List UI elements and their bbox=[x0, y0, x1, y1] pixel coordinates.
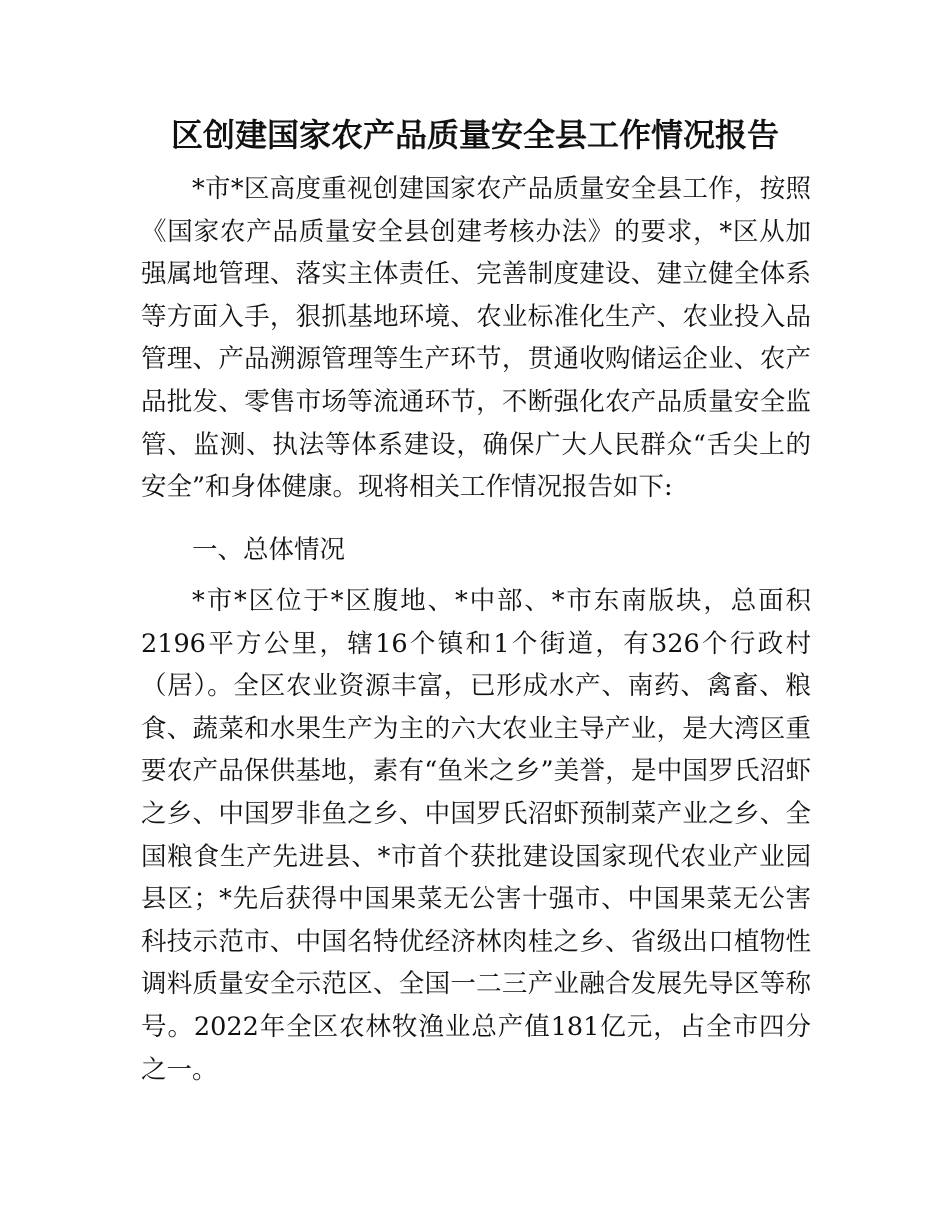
intro-section bbox=[141, 168, 811, 509]
document-title: 区创建国家农产品质量安全县工作情况报告 bbox=[170, 116, 779, 154]
intro-paragraph: *市*区高度重视创建国家农产品质量安全县工作，按照《国家农产品质量安全县创建考核办法》的要求，*区从加强属地管理、落实主体责任、完善制度建设、建立健全体系等方面入手，狠抓基地环境、农业标准化生产、农业投入品管理、产品溯源管理等生产环节，贯通收购储运企业、农产品批发、零售市场等流通环节，不断强化农产品质量安全监管、监测、执法等体系建设，确保广大人民群众“舌尖上的安全”和身体健康。现将相关工作情况报告如下: bbox=[141, 174, 811, 503]
section-paragraph: *市*区位于*区腹地、*中部、*市东南版块，总面积2196平方公里，辖16个镇和1个街道，有326个行政村（居）。全区农业资源丰富，已形成水产、南药、禽畜、粮食、蔬菜和水果生产为主的六大农业主导产业，是大湾区重要农产品保供基地，素有“鱼米之乡”美誉，是中国罗氏沼虾之乡、中国罗非鱼之乡、中国罗氏沼虾预制菜产业之乡、全国粮食生产先进县、*市首个获批建设国家现代农业产业园县区；*先后获得中国果菜无公害十强市、中国果菜无公害科技示范市、中国名特优经济林肉桂之乡、省级出口植物性调料质量安全示范区、全国一二三产业融合发展先导区等称号。2022年全区农林牧渔业总产值181亿元，占全市四分之一。 bbox=[141, 586, 811, 1085]
section-1-heading-block bbox=[141, 529, 811, 572]
section-1-body bbox=[141, 580, 811, 1091]
section-heading: 一、总体情况 bbox=[192, 535, 346, 565]
